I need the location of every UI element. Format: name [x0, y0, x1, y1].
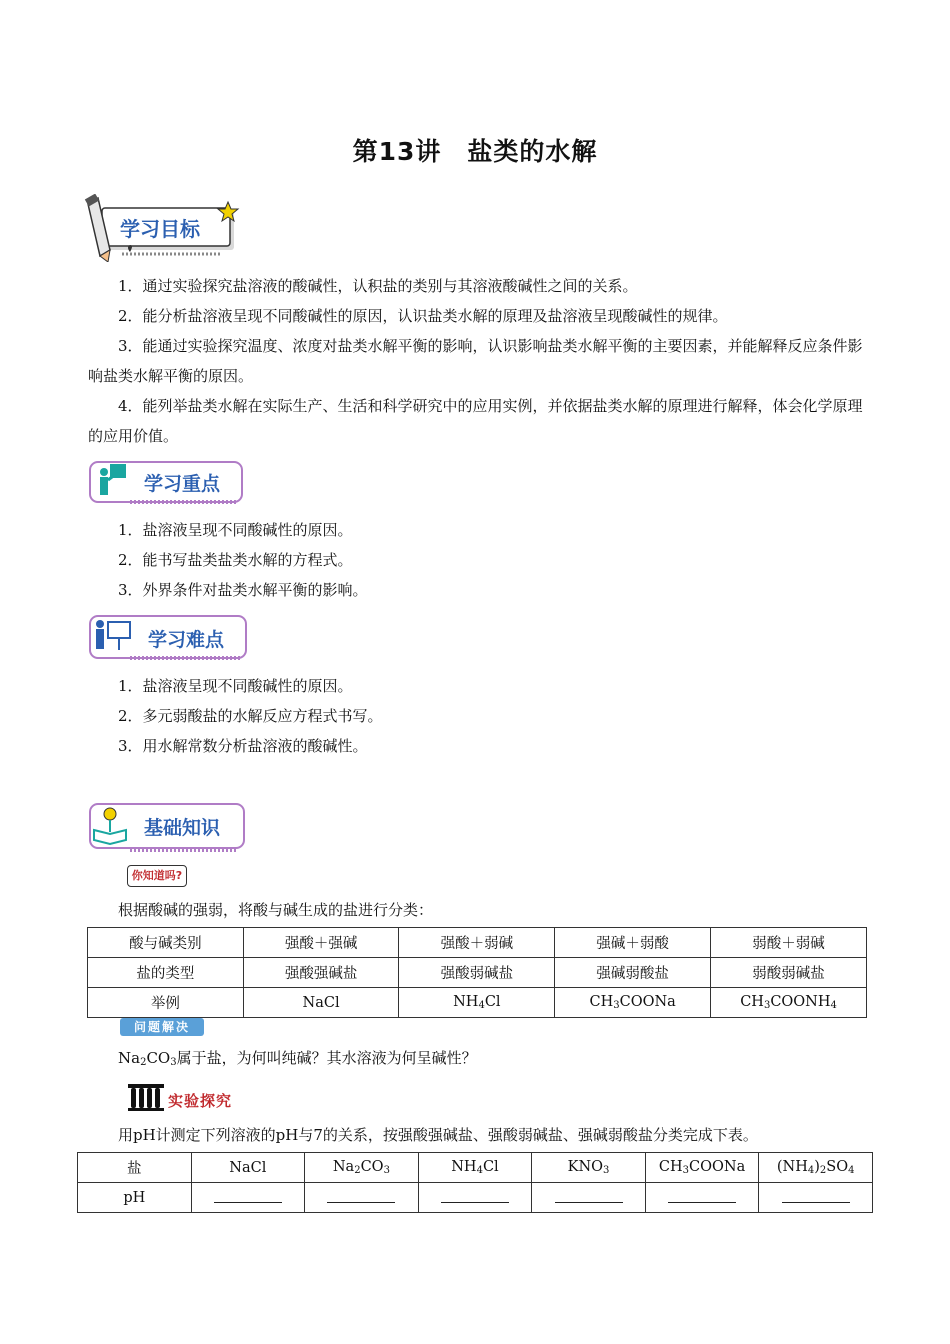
key-point-item: 2．能书写盐类盐类水解的方程式。	[118, 551, 353, 569]
ph-blank-nh4cl[interactable]	[441, 1188, 509, 1203]
formula-part: Na	[332, 1159, 355, 1175]
table-cell: 强酸＋弱碱	[399, 928, 555, 958]
table-row	[88, 928, 867, 958]
table-row	[88, 988, 867, 1018]
formula-part: Cl	[482, 1159, 499, 1175]
difficulty-item: 1．盐溶液呈现不同酸碱性的原因。	[118, 677, 353, 695]
badge-key-points	[86, 458, 246, 508]
basics-intro-block	[88, 895, 864, 925]
formula-part: CH	[658, 1159, 683, 1175]
table-cell	[418, 1153, 532, 1183]
ph-blank-ch3coona[interactable]	[668, 1188, 736, 1203]
experiment-text: 用pH计测定下列溶液的pH与7的关系，按强酸强碱盐、强酸弱碱盐、强碱弱酸盐分类完成下表。	[118, 1126, 758, 1144]
formula-part: NH	[451, 1159, 477, 1175]
table-cell: 强酸弱碱盐	[399, 958, 555, 988]
formula-part: CO	[360, 1159, 384, 1175]
key-point-item: 1．盐溶液呈现不同酸碱性的原因。	[118, 521, 353, 539]
formula-part: COONa	[689, 1159, 746, 1175]
table-cell: 强碱＋弱酸	[555, 928, 711, 958]
formula-subscript: 3	[603, 1165, 610, 1176]
formula-subscript: 4	[848, 1165, 855, 1176]
formula-subscript: 4	[807, 1165, 815, 1176]
formula-part: Na	[118, 1049, 141, 1067]
formula-part: COONa	[619, 994, 676, 1010]
table-row	[88, 958, 867, 988]
basics-intro: 根据酸碱的强弱，将酸与碱生成的盐进行分类：	[118, 901, 434, 919]
formula-part: SO	[826, 1159, 849, 1175]
question-text	[118, 1043, 878, 1078]
formula-subscript: 2	[140, 1057, 147, 1068]
badge-label: 学习重点	[144, 473, 221, 495]
table-cell	[532, 1153, 646, 1183]
table-cell: 强酸＋强碱	[243, 928, 399, 958]
formula-subscript: 4	[478, 1000, 485, 1011]
formula-subscript: 2	[819, 1165, 827, 1176]
badge-basics	[86, 800, 250, 856]
table-cell	[645, 1183, 759, 1213]
table-cell	[555, 988, 711, 1018]
table-cell: 强酸强碱盐	[243, 958, 399, 988]
formula-subscript: 4	[476, 1165, 483, 1176]
formula-subscript: 3	[383, 1165, 390, 1176]
table-cell: 盐的类型	[88, 958, 244, 988]
test-tubes-icon	[126, 1080, 166, 1112]
formula-subscript: 3	[170, 1057, 177, 1068]
formula: NaCl	[229, 1159, 267, 1176]
table-cell: 盐	[78, 1153, 192, 1183]
badge-label: 学习目标	[120, 217, 200, 241]
formula-subscript: 2	[354, 1165, 361, 1176]
table-cell: 弱酸＋弱碱	[711, 928, 867, 958]
badge-label: 基础知识	[144, 817, 221, 839]
formula-part: )	[814, 1159, 820, 1175]
badge-learning-goals	[82, 194, 242, 262]
formula-part: COONH	[770, 994, 831, 1010]
experiment-block	[118, 1120, 888, 1150]
difficulty-item: 2．多元弱酸盐的水解反应方程式书写。	[118, 707, 383, 725]
table-cell	[191, 1153, 305, 1183]
goal-item: 1．通过实验探究盐溶液的酸碱性，认积盐的类别与其溶液酸碱性之间的关系。	[118, 277, 638, 295]
badge-label: 学习难点	[148, 629, 225, 651]
table-cell: pH	[78, 1183, 192, 1213]
question-body: 属于盐，为何叫纯碱？其水溶液为何呈碱性？	[176, 1049, 477, 1067]
ph-table	[77, 1152, 873, 1213]
key-point-item: 3．外界条件对盐类水解平衡的影响。	[118, 581, 368, 599]
formula-part: NH	[453, 994, 479, 1010]
tag-did-you-know: 你知道吗?	[127, 865, 187, 887]
formula-part: CO	[146, 1049, 171, 1067]
ph-blank-nh4-2so4[interactable]	[782, 1188, 850, 1203]
formula-part: Cl	[484, 994, 501, 1010]
formula-subscript: 3	[763, 1000, 771, 1011]
formula-part: CH	[589, 994, 614, 1010]
badge-difficulties	[86, 612, 252, 664]
table-cell	[399, 988, 555, 1018]
goal-item: 3．能通过实验探究温度、浓度对盐类水解平衡的影响，认识影响盐类水解平衡的主要因素，并能解释反应条件影响盐类水解平衡的原因。	[88, 337, 863, 385]
goal-item: 2．能分析盐溶液呈现不同酸碱性的原因，认识盐类水解的原理及盐溶液呈现酸碱性的规律。	[118, 307, 728, 325]
formula-subscript: 4	[830, 1000, 837, 1011]
formula-part: CH	[740, 994, 764, 1010]
table-cell: 举例	[88, 988, 244, 1018]
question-line	[118, 1043, 878, 1078]
table-cell	[759, 1153, 873, 1183]
table-cell	[418, 1183, 532, 1213]
table-row	[78, 1183, 873, 1213]
formula-subscript: 3	[613, 1000, 620, 1011]
formula-part: (NH	[776, 1159, 808, 1175]
table-cell: 酸与碱类别	[88, 928, 244, 958]
table-cell	[305, 1183, 419, 1213]
table-cell	[305, 1153, 419, 1183]
salt-classification-table	[87, 927, 867, 1018]
table-cell	[711, 988, 867, 1018]
tag-problem-solving: 问题解决	[120, 1018, 204, 1036]
page-title: 第13讲 盐类的水解	[352, 137, 598, 166]
table-cell	[759, 1183, 873, 1213]
goals-list	[88, 271, 864, 451]
table-cell	[532, 1183, 646, 1213]
table-cell	[191, 1183, 305, 1213]
table-cell: 强碱弱酸盐	[555, 958, 711, 988]
table-cell	[243, 988, 399, 1018]
table-cell	[645, 1153, 759, 1183]
difficulties-list	[88, 671, 864, 761]
table-cell: 弱酸弱碱盐	[711, 958, 867, 988]
formula: NaCl	[302, 994, 340, 1011]
tag-experiment: 实验探究	[168, 1092, 233, 1110]
table-row	[78, 1153, 873, 1183]
goal-item: 4．能列举盐类水解在实际生产、生活和科学研究中的应用实例，并依据盐类水解的原理进行解释，体会化学原理的应用价值。	[88, 397, 863, 445]
ph-blank-na2co3[interactable]	[327, 1188, 395, 1203]
difficulty-item: 3．用水解常数分析盐溶液的酸碱性。	[118, 737, 368, 755]
ph-blank-kno3[interactable]	[555, 1188, 623, 1203]
formula-part: KNO	[567, 1159, 604, 1175]
key-points-list	[88, 515, 864, 605]
ph-blank-nacl[interactable]	[214, 1188, 282, 1203]
formula-subscript: 3	[682, 1165, 690, 1176]
